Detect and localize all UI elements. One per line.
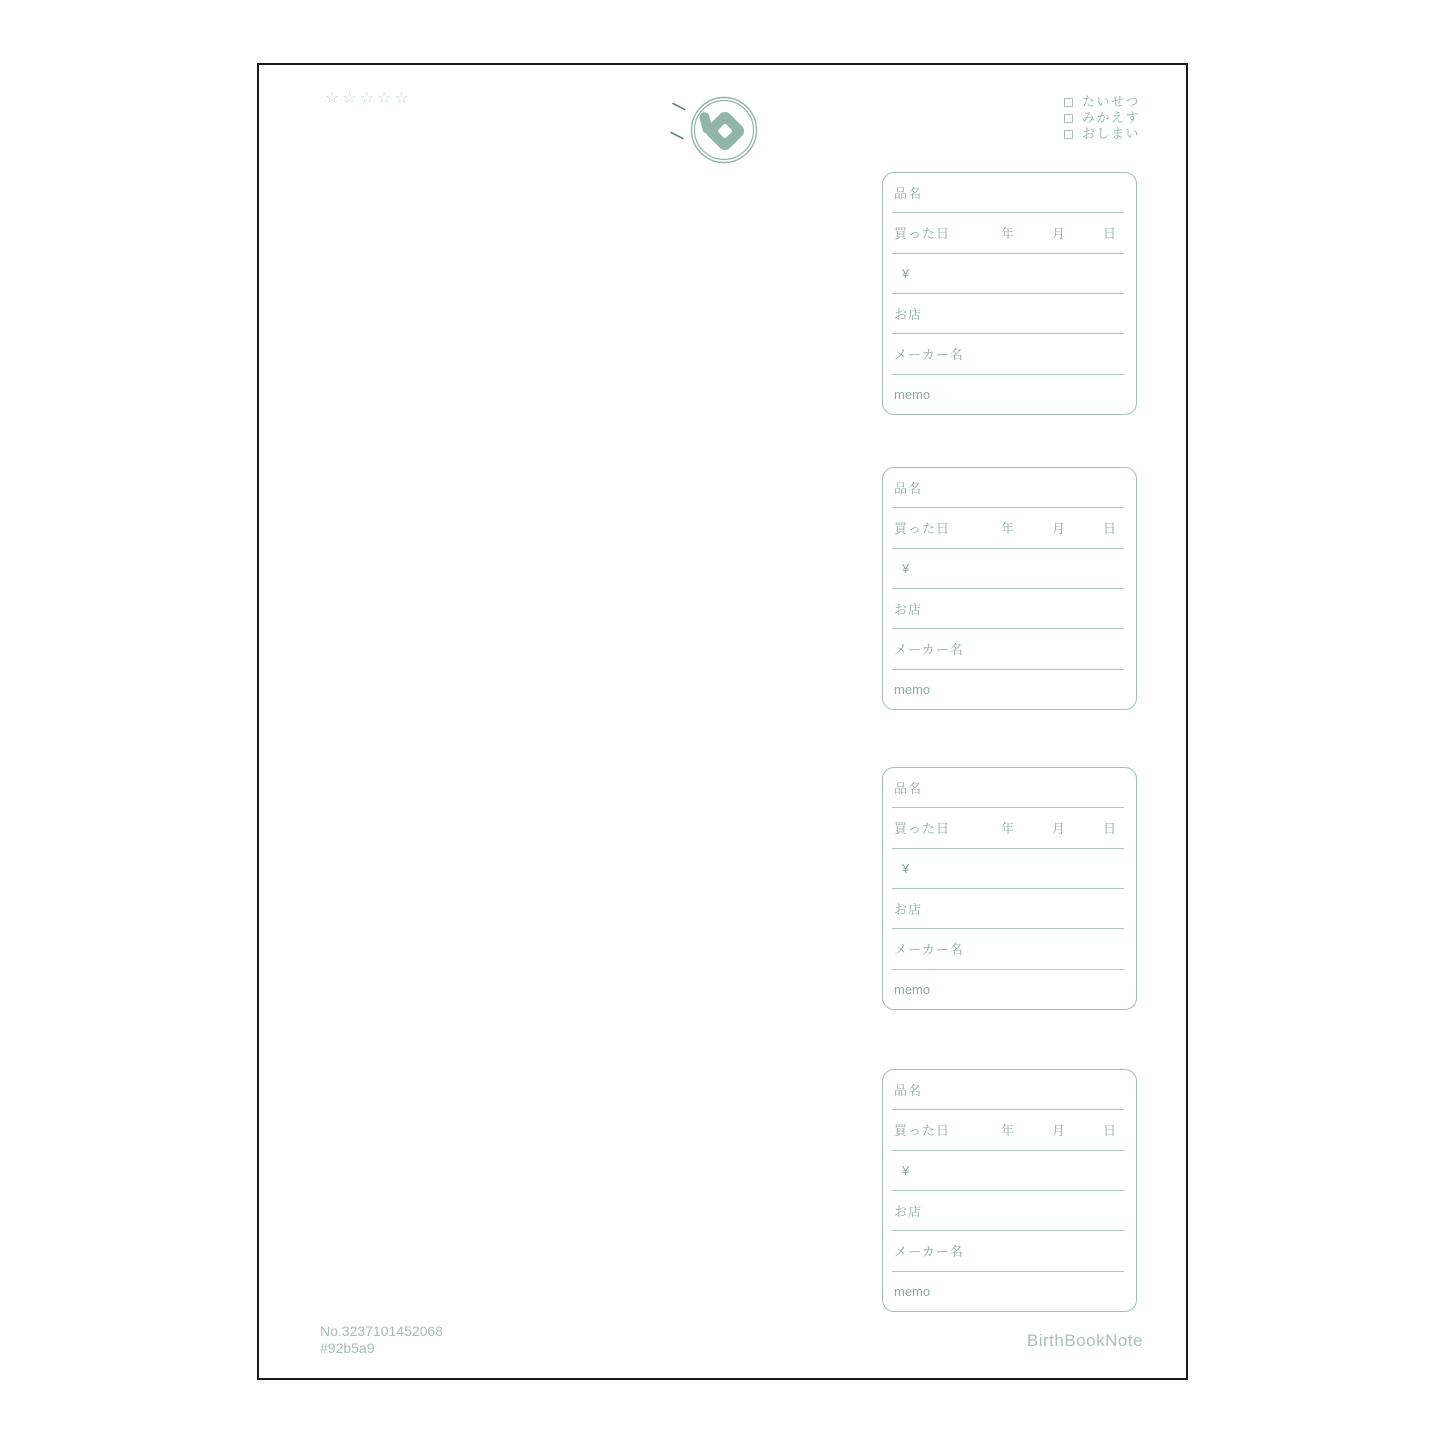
status-checkbox-group: [1064, 94, 1140, 142]
purchase-record-card: [882, 172, 1137, 415]
shop-field[interactable]: [892, 889, 1124, 929]
maker-name-label: メーカー名: [894, 347, 964, 363]
notebook-page: [257, 63, 1188, 1380]
brand-name: BirthBookNote: [1026, 1331, 1143, 1350]
item-name-field[interactable]: [892, 468, 1124, 508]
memo-field[interactable]: [892, 1272, 1124, 1311]
yen-label: ¥: [902, 560, 910, 576]
maker-name-field[interactable]: [892, 334, 1124, 374]
item-name-label: 品名: [894, 481, 923, 497]
memo-label: memo: [894, 981, 931, 997]
checkbox-mikaesu[interactable]: [1064, 114, 1073, 123]
checkbox-oshimai[interactable]: [1064, 130, 1073, 139]
sparkle-dash-icon: [671, 133, 683, 139]
diamond-ribbon-glyph: [698, 109, 747, 153]
brand-logo-icon: [659, 75, 769, 185]
year-label: 年: [1000, 1123, 1015, 1139]
shop-field[interactable]: [892, 294, 1124, 334]
year-label: 年: [1000, 821, 1015, 837]
maker-name-field[interactable]: [892, 1231, 1124, 1271]
month-label: 月: [1051, 521, 1066, 537]
checkbox-label: たいせつ: [1082, 94, 1141, 109]
item-name-label: 品名: [894, 186, 923, 202]
price-field[interactable]: [892, 849, 1124, 889]
purchase-record-card: [882, 1069, 1137, 1312]
maker-name-label: メーカー名: [894, 642, 964, 658]
year-label: 年: [1000, 521, 1015, 537]
shop-label: お店: [894, 1204, 923, 1220]
memo-label: memo: [894, 1283, 931, 1299]
day-label: 日: [1102, 521, 1117, 537]
purchase-record-card: [882, 767, 1137, 1010]
shop-field[interactable]: [892, 589, 1124, 629]
purchase-date-label: 買った日: [894, 821, 951, 837]
purchase-date-field[interactable]: [892, 213, 1124, 253]
item-name-label: 品名: [894, 1083, 923, 1099]
purchase-date-label: 買った日: [894, 1123, 951, 1139]
purchase-date-field[interactable]: [892, 508, 1124, 548]
memo-field[interactable]: [892, 375, 1124, 414]
checkbox-row-mikaesu: [1064, 110, 1140, 126]
yen-label: ¥: [902, 860, 910, 876]
purchase-record-card: [882, 467, 1137, 710]
checkbox-label: おしまい: [1082, 126, 1141, 141]
product-number: No.3237101452068: [320, 1323, 444, 1339]
yen-label: ¥: [902, 265, 910, 281]
memo-label: memo: [894, 681, 931, 697]
price-field[interactable]: [892, 254, 1124, 294]
item-name-label: 品名: [894, 781, 923, 797]
day-label: 日: [1102, 226, 1117, 242]
memo-field[interactable]: [892, 670, 1124, 709]
item-name-field[interactable]: [892, 173, 1124, 213]
item-name-field[interactable]: [892, 768, 1124, 808]
month-label: 月: [1051, 226, 1066, 242]
maker-name-field[interactable]: [892, 629, 1124, 669]
checkbox-row-taisetsu: [1064, 94, 1140, 110]
month-label: 月: [1051, 1123, 1066, 1139]
shop-field[interactable]: [892, 1191, 1124, 1231]
year-label: 年: [1000, 226, 1015, 242]
day-label: 日: [1102, 821, 1117, 837]
day-label: 日: [1102, 1123, 1117, 1139]
purchase-date-label: 買った日: [894, 521, 951, 537]
color-code: #92b5a9: [320, 1340, 375, 1356]
product-number-block: [320, 1323, 443, 1357]
purchase-date-label: 買った日: [894, 226, 951, 242]
yen-label: ¥: [902, 1162, 910, 1178]
shop-label: お店: [894, 307, 923, 323]
purchase-date-field[interactable]: [892, 808, 1124, 848]
checkbox-row-oshimai: [1064, 126, 1140, 142]
price-field[interactable]: [892, 1151, 1124, 1191]
rating-stars[interactable]: ☆☆☆☆☆: [325, 90, 412, 107]
memo-field[interactable]: [892, 970, 1124, 1009]
checkbox-label: みかえす: [1082, 110, 1141, 125]
maker-name-field[interactable]: [892, 929, 1124, 969]
shop-label: お店: [894, 902, 923, 918]
maker-name-label: メーカー名: [894, 1244, 964, 1260]
price-field[interactable]: [892, 549, 1124, 589]
shop-label: お店: [894, 602, 923, 618]
purchase-date-field[interactable]: [892, 1110, 1124, 1150]
maker-name-label: メーカー名: [894, 942, 964, 958]
sparkle-dash-icon: [673, 104, 685, 110]
month-label: 月: [1051, 821, 1066, 837]
item-name-field[interactable]: [892, 1070, 1124, 1110]
checkbox-taisetsu[interactable]: [1064, 98, 1073, 107]
memo-label: memo: [894, 386, 931, 402]
